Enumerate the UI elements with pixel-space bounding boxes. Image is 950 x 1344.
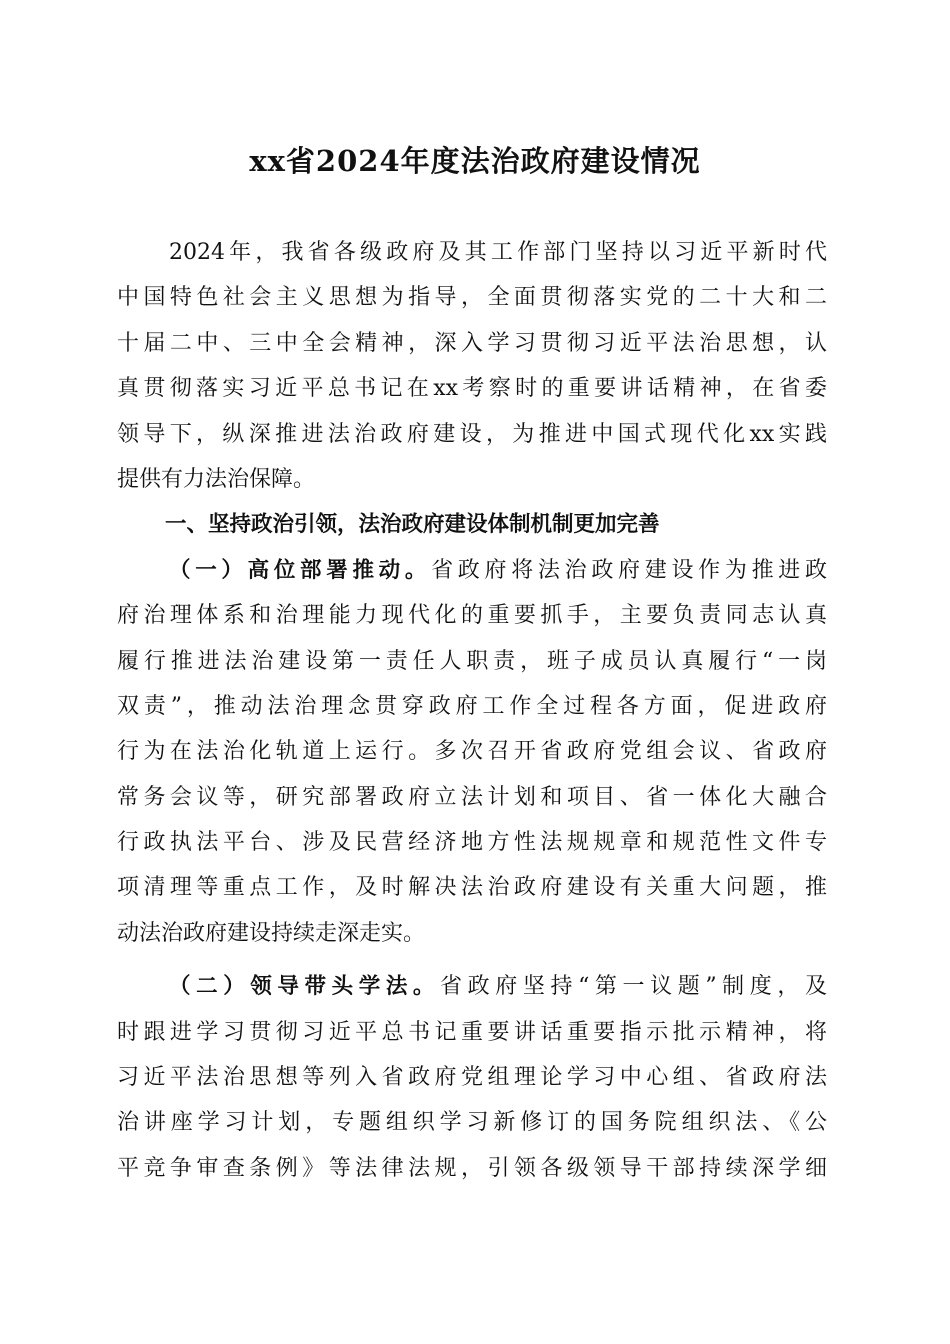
text-line	[117, 964, 827, 1009]
text-line: 府治理体系和治理能力现代化的重要抓手，主要负责同志认真	[117, 603, 827, 629]
text-line: 习近平法治思想等列入省政府党组理论学习中心组、省政府法	[117, 1065, 827, 1091]
paragraph-text: 省政府坚持“第一议题”制度，及	[440, 974, 827, 1000]
text-line: 常务会议等，研究部署政府立法计划和项目、省一体化大融合	[117, 784, 827, 810]
text-line: 履行推进法治建设第一责任人职责，班子成员认真履行“一岗	[117, 648, 827, 674]
paragraph-text: 省政府将法治政府建设作为推进政	[431, 557, 827, 583]
document-body	[117, 230, 827, 1191]
text-line: 行为在法治化轨道上运行。多次召开省政府党组会议、省政府	[117, 739, 827, 765]
intro-paragraph	[117, 230, 827, 502]
paragraph-leaders-study-law	[117, 964, 827, 1191]
text-line: 中国特色社会主义思想为指导，全面贯彻落实党的二十大和二	[117, 285, 827, 311]
text-line: 治讲座学习计划，专题组织学习新修订的国务院组织法、《公	[117, 1110, 827, 1136]
text-line: 行政执法平台、涉及民营经济地方性法规规章和规范性文件专	[117, 830, 827, 856]
text-line: 时跟进学习贯彻习近平总书记重要讲话重要指示批示精神，将	[117, 1019, 827, 1045]
text-line: 领导下，纵深推进法治政府建设，为推进中国式现代化xx实践	[117, 421, 827, 447]
text-line: 提供有力法治保障。	[117, 466, 316, 492]
section-heading: 一、坚持政治引领，法治政府建设体制机制更加完善	[165, 512, 660, 538]
text-line: 动法治政府建设持续走深走实。	[117, 920, 426, 946]
text-line: 平竞争审查条例》等法律法规，引领各级领导干部持续深学细	[117, 1155, 827, 1181]
text-line: 真贯彻落实习近平总书记在xx考察时的重要讲话精神，在省委	[117, 376, 827, 402]
page-title: xx省2024年度法治政府建设情况	[249, 144, 701, 178]
text-line: 双责”，推动法治理念贯穿政府工作全过程各方面，促进政府	[117, 693, 827, 719]
paragraph-lead: （一）高位部署推动。	[169, 557, 432, 583]
paragraph-gap	[117, 956, 827, 964]
text-line: 十届二中、三中全会精神，深入学习贯彻习近平法治思想，认	[117, 330, 827, 356]
paragraph-high-level-deployment	[117, 548, 827, 957]
text-line: 2024年，我省各级政府及其工作部门坚持以习近平新时代	[169, 240, 827, 265]
text-line: 项清理等重点工作，及时解决法治政府建设有关重大问题，推	[117, 875, 827, 901]
paragraph-lead: （二）领导带头学法。	[169, 974, 441, 1000]
text-line	[117, 548, 827, 593]
